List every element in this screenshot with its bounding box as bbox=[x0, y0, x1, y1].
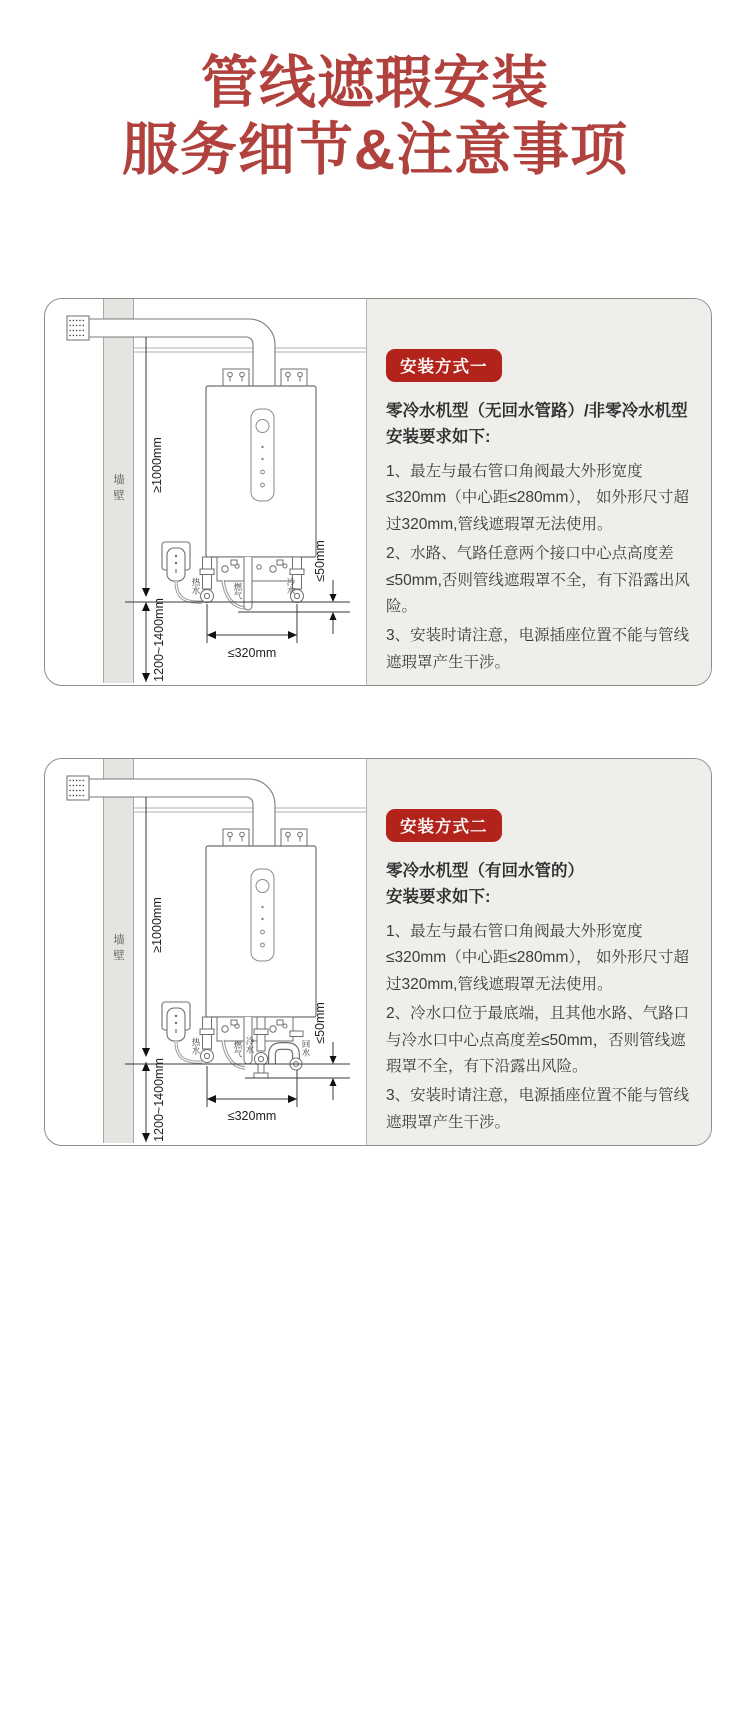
panel-2-heading-line-1: 零冷水机型（有回水管的） bbox=[386, 862, 584, 880]
water-heater bbox=[206, 386, 316, 557]
dimension-lines-vertical bbox=[139, 325, 153, 682]
install-height-dimension-label: 1200~1400mm bbox=[152, 1058, 166, 1142]
valve-span-dimension-label: ≤320mm bbox=[227, 646, 277, 660]
installation-diagram-1 bbox=[45, 299, 367, 683]
valve-span-dimension bbox=[207, 1066, 297, 1107]
panel-2-content bbox=[366, 759, 711, 1145]
hot-water-valve bbox=[200, 1017, 214, 1063]
flue-clearance-dimension-label: ≥1000mm bbox=[150, 437, 164, 493]
panel-install-method-2 bbox=[44, 758, 712, 1146]
flue-clearance-dimension-label: ≥1000mm bbox=[150, 897, 164, 953]
gas-port-label: 燃气 bbox=[233, 1040, 243, 1058]
instruction-item: 3、安装时请注意，电源插座位置不能与管线遮瑕罩产生干涉。 bbox=[386, 1087, 690, 1131]
panel-1-instructions bbox=[386, 459, 695, 676]
water-heater bbox=[206, 846, 316, 1017]
install-method-1-badge: 安装方式一 bbox=[386, 349, 502, 382]
instruction-item: 2、水路、气路任意两个接口中心点高度差≤50mm,否则管线遮瑕罩不全，有下沿露出风险。 bbox=[386, 545, 690, 615]
instruction-item: 3、安装时请注意，电源插座位置不能与管线遮瑕罩产生干涉。 bbox=[386, 627, 690, 671]
hot-water-port-label: 热水 bbox=[191, 577, 201, 595]
install-method-2-badge: 安装方式二 bbox=[386, 809, 502, 842]
title-line-2: 服务细节&注意事项 bbox=[121, 118, 629, 183]
panel-1-heading-line-1: 零冷水机型（无回水管路）/非零冷水机型 bbox=[386, 402, 688, 420]
valve-span-dimension bbox=[207, 604, 297, 643]
wall-label: 墙壁 bbox=[112, 933, 124, 965]
wall-label: 墙壁 bbox=[112, 473, 124, 505]
port-height-diff-dimension-label: ≤50mm bbox=[313, 540, 327, 582]
cold-water-port-label: 冷水 bbox=[245, 1036, 255, 1054]
panel-1-heading-line-2: 安装要求如下: bbox=[386, 428, 491, 447]
installation-diagram-1-svg bbox=[45, 299, 367, 683]
dimension-lines-vertical bbox=[139, 785, 153, 1142]
panel-install-method-1 bbox=[44, 298, 712, 686]
title-line-1: 管线遮瑕安装 bbox=[201, 51, 549, 115]
panel-1-heading bbox=[386, 398, 695, 450]
instruction-item: 1、最左与最右管口角阀最大外形宽度≤320mm（中心距≤280mm）， 如外形尺寸超过320mm,管线遮瑕罩无法使用。 bbox=[386, 463, 689, 533]
gas-port-label: 燃气 bbox=[233, 582, 243, 600]
panel-2-heading bbox=[386, 858, 695, 910]
return-water-port-label: 回水 bbox=[301, 1039, 311, 1057]
instruction-item: 1、最左与最右管口角阀最大外形宽度≤320mm（中心距≤280mm）， 如外形尺寸超过320mm,管线遮瑕罩无法使用。 bbox=[386, 923, 689, 993]
panel-2-heading-line-2: 安装要求如下: bbox=[386, 888, 491, 907]
installation-diagram-2-svg bbox=[45, 759, 367, 1143]
panel-2-instructions bbox=[386, 919, 695, 1136]
cold-water-port-label: 冷水 bbox=[286, 577, 296, 595]
ceiling-line bbox=[134, 348, 367, 352]
panel-1-content bbox=[366, 299, 711, 685]
port-height-diff-dimension-label: ≤50mm bbox=[313, 1002, 327, 1044]
ceiling-line bbox=[134, 808, 367, 812]
connection-manifold bbox=[217, 557, 293, 581]
installation-diagram-2 bbox=[45, 759, 367, 1143]
hot-water-port-label: 热水 bbox=[191, 1037, 201, 1055]
valve-span-dimension-label: ≤320mm bbox=[227, 1109, 277, 1123]
main-title bbox=[0, 50, 750, 185]
install-height-dimension-label: 1200~1400mm bbox=[152, 598, 166, 682]
instruction-item: 2、冷水口位于最底端，且其他水路、气路口与冷水口中心点高度差≤50mm，否则管线遮瑕罩不全，有下沿露出风险。 bbox=[386, 1005, 690, 1075]
hot-water-valve bbox=[200, 557, 214, 603]
